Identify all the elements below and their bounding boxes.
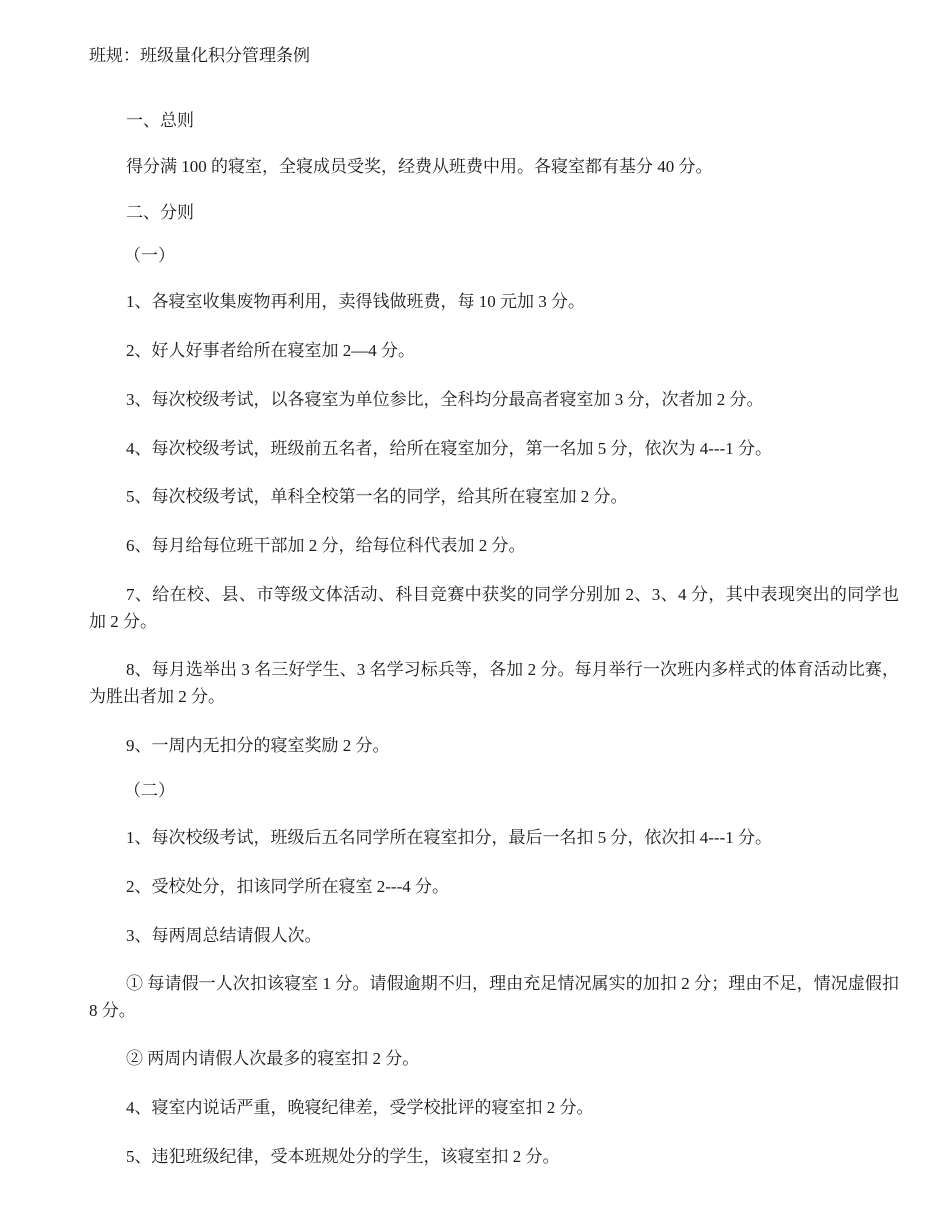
list-item-b3: 3、每两周总结请假人次。 [126,926,322,945]
list-item-b4: 4、寝室内说话严重，晚寝纪律差，受学校批评的寝室扣 2 分。 [126,1098,594,1117]
list-item-a3: 3、每次校级考试，以各寝室为单位参比，全科均分最高者寝室加 3 分，次者加 2 分。 [126,390,764,409]
list-item-b3-sub2: ② 两周内请假人次最多的寝室扣 2 分。 [126,1049,420,1068]
list-item-a7: 7、给在校、县、市等级文体活动、科目竞赛中获奖的同学分别加 2、3、4 分，其中表现突出的同学也加 2 分。 [89,585,899,631]
paragraph-general-rule: 得分满 100 的寝室，全寝成员受奖，经费从班费中用。各寝室都有基分 40 分。 [126,157,713,176]
section-heading-general: 一、总则 [126,111,194,130]
list-item-b1: 1、每次校级考试，班级后五名同学所在寝室扣分，最后一名扣 5 分，依次扣 4---1 分。 [126,828,772,847]
list-item-a4: 4、每次校级考试，班级前五名者，给所在寝室加分，第一名加 5 分，依次为 4---1 分。 [126,439,772,458]
list-item-b2: 2、受校处分，扣该同学所在寝室 2---4 分。 [126,877,449,896]
list-item-b5: 5、违犯班级纪律，受本班规处分的学生，该寝室扣 2 分。 [126,1147,560,1166]
list-item-a5: 5、每次校级考试，单科全校第一名的同学，给其所在寝室加 2 分。 [126,487,628,506]
list-item-b3-sub1: ① 每请假一人次扣该寝室 1 分。请假逾期不归，理由充足情况属实的加扣 2 分；理由不足，情况虚假扣 8 分。 [89,974,899,1020]
list-item-a9: 9、一周内无扣分的寝室奖励 2 分。 [126,736,390,755]
document-title: 班规：班级量化积分管理条例 [89,46,310,65]
subsection-heading-1: （一） [124,246,175,265]
subsection-heading-2: （二） [124,781,175,800]
section-heading-details: 二、分则 [126,203,194,222]
list-item-a2: 2、好人好事者给所在寝室加 2—4 分。 [126,341,415,360]
list-item-a8: 8、每月选举出 3 名三好学生、3 名学习标兵等，各加 2 分。每月举行一次班内多样式的体育活动比赛，为胜出者加 2 分。 [89,660,899,706]
list-item-a1: 1、各寝室收集废物再利用，卖得钱做班费，每 10 元加 3 分。 [126,292,585,311]
list-item-a6: 6、每月给每位班干部加 2 分，给每位科代表加 2 分。 [126,536,526,555]
